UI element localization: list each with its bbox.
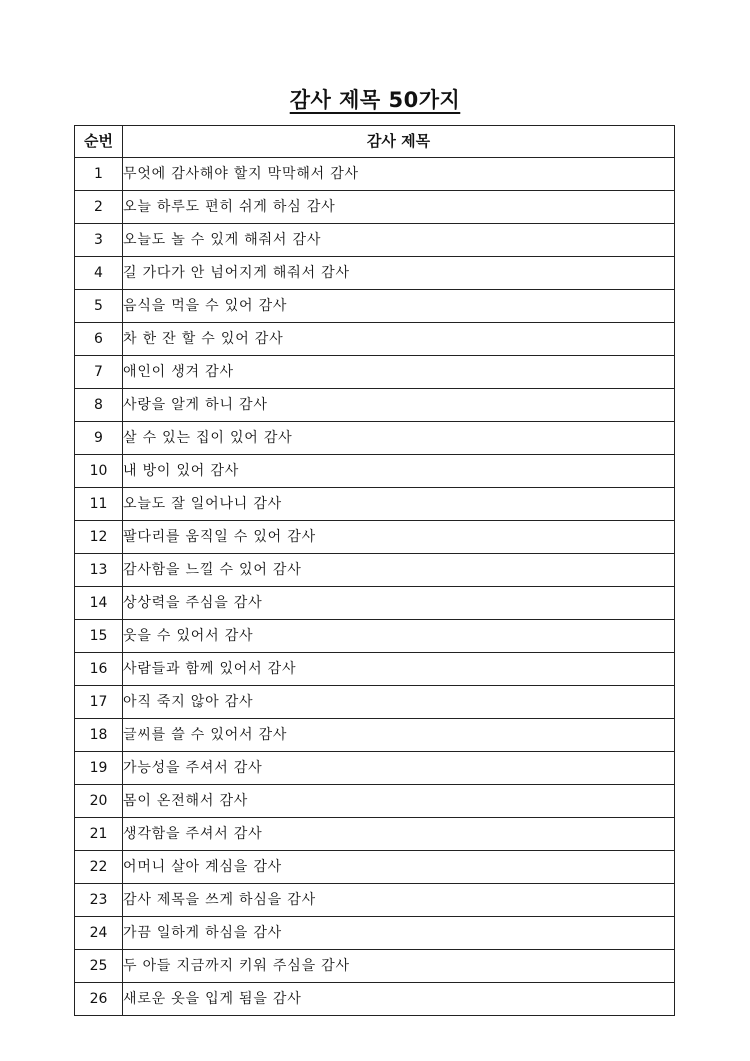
row-number: 18 xyxy=(75,719,123,752)
table-row xyxy=(75,257,675,290)
table-body xyxy=(75,158,675,1016)
table-row xyxy=(75,290,675,323)
row-gratitude-text: 아직 죽지 않아 감사 xyxy=(123,686,675,719)
row-gratitude-text: 오늘 하루도 편히 쉬게 하심 감사 xyxy=(123,191,675,224)
table-row xyxy=(75,554,675,587)
table-row xyxy=(75,158,675,191)
row-gratitude-text: 오늘도 놀 수 있게 해줘서 감사 xyxy=(123,224,675,257)
table-row xyxy=(75,455,675,488)
table-row xyxy=(75,686,675,719)
row-number: 11 xyxy=(75,488,123,521)
row-number: 1 xyxy=(75,158,123,191)
table-row xyxy=(75,422,675,455)
row-gratitude-text: 가끔 일하게 하심을 감사 xyxy=(123,917,675,950)
row-number: 10 xyxy=(75,455,123,488)
table-row xyxy=(75,983,675,1016)
table-row xyxy=(75,323,675,356)
row-number: 9 xyxy=(75,422,123,455)
row-gratitude-text: 사람들과 함께 있어서 감사 xyxy=(123,653,675,686)
row-gratitude-text: 내 방이 있어 감사 xyxy=(123,455,675,488)
row-number: 12 xyxy=(75,521,123,554)
table-row xyxy=(75,653,675,686)
row-number: 24 xyxy=(75,917,123,950)
row-number: 16 xyxy=(75,653,123,686)
row-number: 5 xyxy=(75,290,123,323)
row-number: 17 xyxy=(75,686,123,719)
row-gratitude-text: 사랑을 알게 하니 감사 xyxy=(123,389,675,422)
table-row xyxy=(75,356,675,389)
row-gratitude-text: 오늘도 잘 일어나니 감사 xyxy=(123,488,675,521)
table-header-row xyxy=(75,126,675,158)
table-row xyxy=(75,620,675,653)
row-number: 14 xyxy=(75,587,123,620)
table-row xyxy=(75,785,675,818)
row-number: 8 xyxy=(75,389,123,422)
row-gratitude-text: 살 수 있는 집이 있어 감사 xyxy=(123,422,675,455)
table-row xyxy=(75,917,675,950)
table-row xyxy=(75,389,675,422)
row-gratitude-text: 상상력을 주심을 감사 xyxy=(123,587,675,620)
table-row xyxy=(75,488,675,521)
row-number: 25 xyxy=(75,950,123,983)
row-gratitude-text: 글씨를 쓸 수 있어서 감사 xyxy=(123,719,675,752)
table-row xyxy=(75,191,675,224)
header-title: 감사 제목 xyxy=(123,126,675,158)
row-gratitude-text: 생각함을 주셔서 감사 xyxy=(123,818,675,851)
row-gratitude-text: 감사함을 느낄 수 있어 감사 xyxy=(123,554,675,587)
table-row xyxy=(75,719,675,752)
row-number: 20 xyxy=(75,785,123,818)
row-number: 15 xyxy=(75,620,123,653)
table-row xyxy=(75,752,675,785)
row-number: 3 xyxy=(75,224,123,257)
row-gratitude-text: 가능성을 주셔서 감사 xyxy=(123,752,675,785)
table-row xyxy=(75,818,675,851)
row-gratitude-text: 어머니 살아 계심을 감사 xyxy=(123,851,675,884)
table-row xyxy=(75,950,675,983)
header-number: 순번 xyxy=(75,126,123,158)
row-number: 6 xyxy=(75,323,123,356)
document-title-text: 감사 제목 50가지 xyxy=(289,88,461,112)
row-number: 21 xyxy=(75,818,123,851)
table-row xyxy=(75,851,675,884)
table-row xyxy=(75,521,675,554)
row-gratitude-text: 몸이 온전해서 감사 xyxy=(123,785,675,818)
row-number: 7 xyxy=(75,356,123,389)
table-row xyxy=(75,224,675,257)
row-gratitude-text: 애인이 생겨 감사 xyxy=(123,356,675,389)
row-gratitude-text: 웃을 수 있어서 감사 xyxy=(123,620,675,653)
gratitude-table xyxy=(74,125,675,1016)
row-number: 4 xyxy=(75,257,123,290)
row-number: 23 xyxy=(75,884,123,917)
document-title xyxy=(0,84,750,114)
table-row xyxy=(75,884,675,917)
row-gratitude-text: 두 아들 지금까지 키워 주심을 감사 xyxy=(123,950,675,983)
row-gratitude-text: 음식을 먹을 수 있어 감사 xyxy=(123,290,675,323)
table-row xyxy=(75,587,675,620)
row-number: 2 xyxy=(75,191,123,224)
row-number: 26 xyxy=(75,983,123,1016)
row-number: 13 xyxy=(75,554,123,587)
row-gratitude-text: 무엇에 감사해야 할지 막막해서 감사 xyxy=(123,158,675,191)
row-gratitude-text: 새로운 옷을 입게 됨을 감사 xyxy=(123,983,675,1016)
row-gratitude-text: 차 한 잔 할 수 있어 감사 xyxy=(123,323,675,356)
row-number: 22 xyxy=(75,851,123,884)
row-gratitude-text: 팔다리를 움직일 수 있어 감사 xyxy=(123,521,675,554)
row-gratitude-text: 감사 제목을 쓰게 하심을 감사 xyxy=(123,884,675,917)
row-gratitude-text: 길 가다가 안 넘어지게 해줘서 감사 xyxy=(123,257,675,290)
row-number: 19 xyxy=(75,752,123,785)
